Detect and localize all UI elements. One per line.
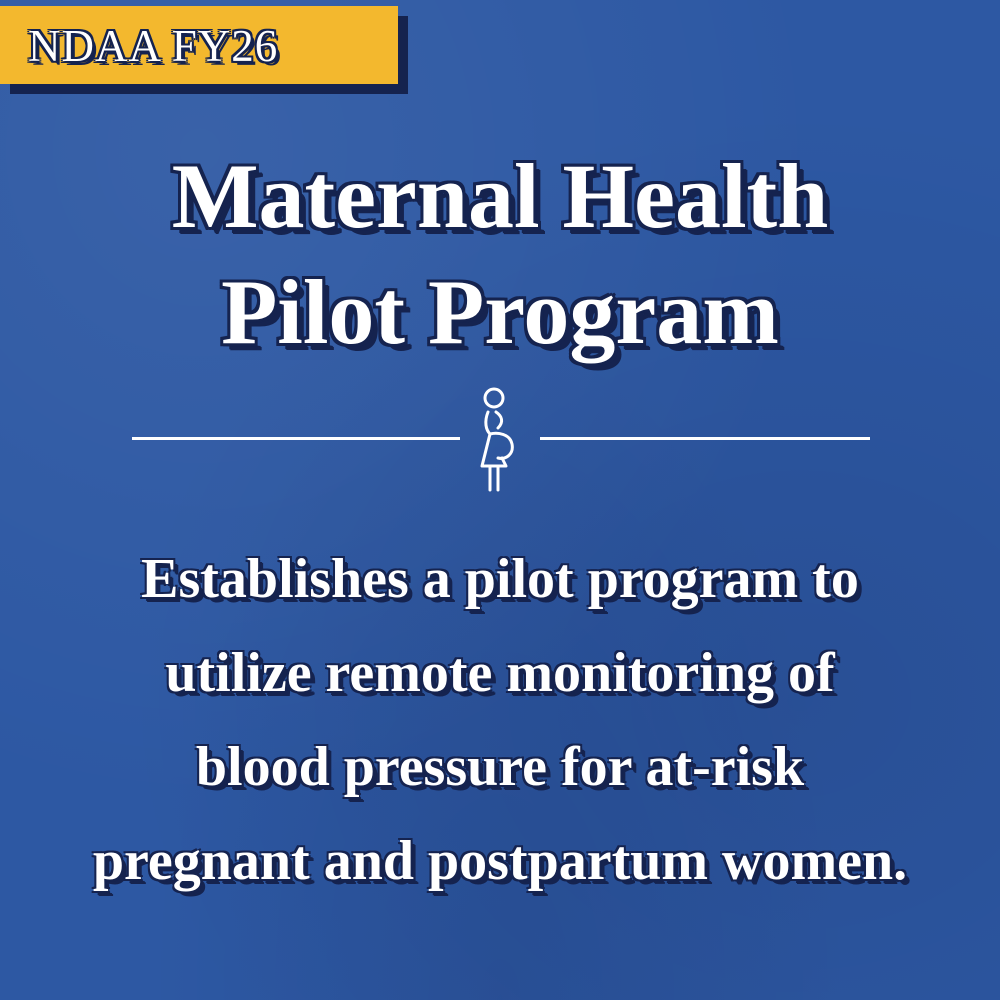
- divider-line-left: [132, 437, 460, 440]
- description-line-4: pregnant and postpartum women.: [92, 830, 908, 892]
- pregnant-woman-icon: [468, 382, 532, 494]
- description-line-2: utilize remote monitoring of: [165, 642, 835, 704]
- page-title: [0, 138, 1000, 370]
- divider-line-right: [540, 437, 870, 440]
- page-title-line-1: Maternal Health: [171, 145, 829, 247]
- description-line-3: blood pressure for at-risk: [195, 736, 805, 798]
- page-title-line-2: Pilot Program: [221, 261, 779, 363]
- description-text: [0, 532, 1000, 908]
- description-line-1: Establishes a pilot program to: [141, 548, 859, 610]
- category-tag: [0, 6, 398, 84]
- category-tag-label: NDAA FY26: [28, 21, 279, 71]
